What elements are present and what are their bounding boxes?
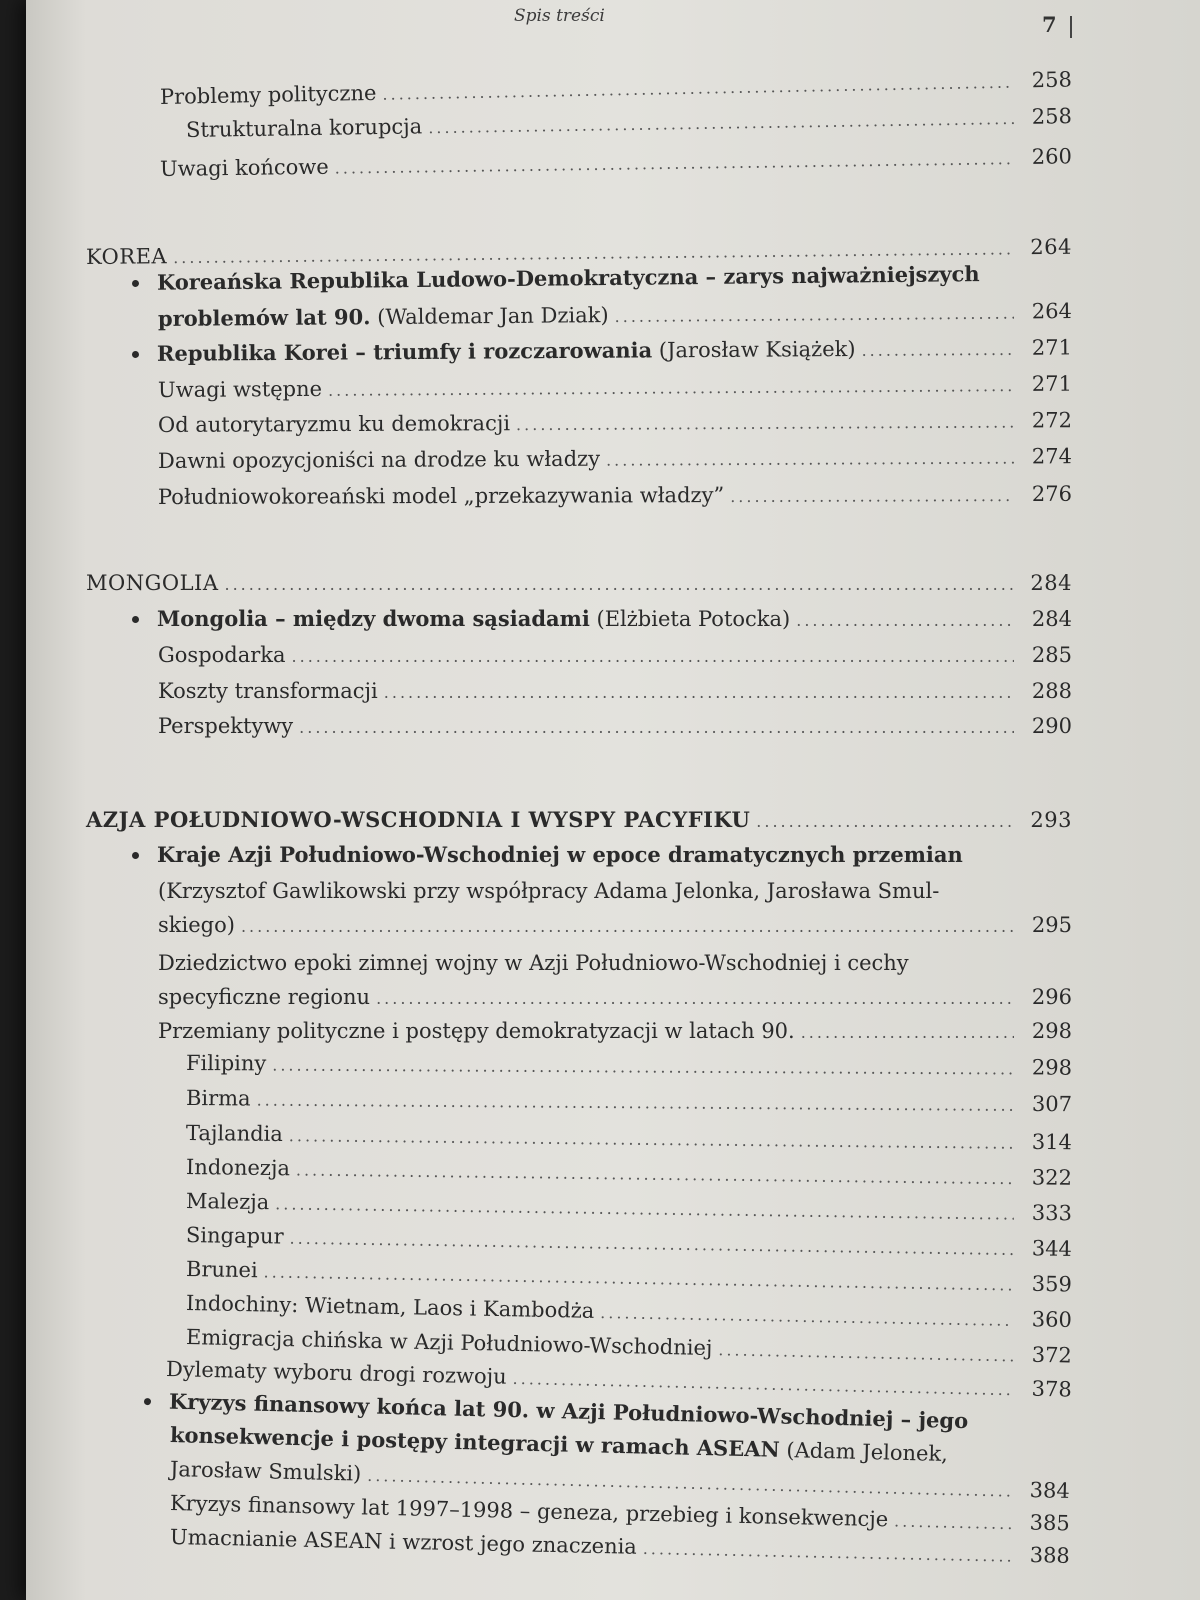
entry-title: Kryzys finansowy lat 1997–1998 – geneza, przebieg i konsekwencje: [169, 1491, 889, 1532]
toc-entry[interactable]: [186, 1154, 1072, 1193]
entry-page: 285: [1031, 643, 1072, 667]
entry-title: Dylematy wyboru drogi rozwoju: [165, 1357, 507, 1389]
leader-dots: [225, 572, 1015, 598]
toc-entry[interactable]: [158, 407, 1072, 440]
entry-page: 271: [1031, 371, 1073, 396]
entry-title: Uwagi wstępne: [157, 376, 323, 402]
toc-entry[interactable]: [186, 103, 1072, 145]
leader-dots: [894, 1508, 1012, 1537]
entry-page: 359: [1031, 1271, 1073, 1297]
leader-dots: [756, 809, 1014, 835]
leader-dots: [241, 914, 1014, 940]
leader-dots: [796, 608, 1014, 634]
entry-title: Strukturalna korupcja: [185, 114, 423, 142]
entry-page: 307: [1031, 1091, 1073, 1117]
entry-title-bold: Republika Korei – triumfy i rozczarowania: [156, 337, 653, 366]
entry-author: (Adam Jelonek,: [786, 1438, 949, 1467]
leader-dots: [289, 1226, 1014, 1263]
leader-dots: [428, 106, 1014, 141]
entry-page: 288: [1031, 679, 1072, 703]
entry-title: Umacnianie ASEAN i wzrost jego znaczenia: [169, 1525, 638, 1559]
leader-dots: [299, 715, 1014, 741]
entry-page: 295: [1031, 913, 1072, 937]
entry-title: Filipiny: [185, 1051, 267, 1076]
entry-title: Uwagi końcowe: [159, 154, 329, 181]
entry-page: 264: [1031, 299, 1073, 324]
bullet-icon: [132, 852, 139, 859]
entry-title: skiego): [158, 913, 235, 937]
entry-title: Tajlandia: [185, 1121, 283, 1147]
toc-entry[interactable]: [158, 984, 1072, 1012]
leader-dots: [328, 373, 1014, 404]
entry-page: 298: [1031, 1019, 1072, 1043]
toc-entry[interactable]: [158, 678, 1072, 706]
entry-page: 284: [1031, 607, 1072, 631]
entry-title: [158, 302, 609, 332]
toc-entry[interactable]: [158, 1018, 1072, 1046]
entry-page: 272: [1031, 408, 1073, 433]
entry-title: Malezja: [185, 1189, 270, 1215]
entry-title: Koszty transformacji: [158, 679, 378, 703]
leader-dots: [643, 1536, 1013, 1570]
entry-title: Przemiany polityczne i postępy demokratyzacji w latach 90.: [158, 1019, 795, 1043]
entry-title: Brunei: [185, 1257, 258, 1283]
toc-entry[interactable]: [186, 1050, 1072, 1083]
entry-author: (Waldemar Jan Dziak): [377, 303, 609, 330]
entry-title: Dziedzictwo epoki zimnej wojny w Azji Południowo-Wschodniej i cechy: [158, 951, 909, 975]
entry-title: Problemy polityczne: [159, 80, 377, 109]
entry-title: Perspektywy: [158, 714, 294, 738]
toc-section-southeast-asia[interactable]: [86, 807, 1072, 835]
entry-title: Od autorytaryzmu ku demokracji: [157, 411, 511, 437]
entry-title-bold: konsekwencje i postępy integracji w ramach ASEAN: [169, 1422, 781, 1462]
toc-entry[interactable]: [158, 298, 1072, 334]
entry-title-bold: Koreańska Republika Ludowo-Demokratyczna – zarys najważniejszych: [156, 261, 980, 295]
entry-title: Południowokoreański model „przekazywania władzy”: [157, 483, 725, 509]
entry-page: 378: [1031, 1376, 1073, 1402]
leader-dots: [382, 70, 1014, 108]
leader-dots: [600, 1300, 1014, 1334]
entry-title: Emigracja chińska w Azji Południowo-Wschodniej: [185, 1325, 713, 1361]
toc-entry[interactable]: [186, 1120, 1072, 1157]
entry-title: [132, 336, 856, 367]
leader-dots: [718, 1337, 1014, 1369]
entry-title: Birma: [185, 1086, 251, 1111]
section-title: MONGOLIA: [86, 571, 219, 595]
entry-page: 271: [1031, 335, 1073, 360]
entry-title: Gospodarka: [158, 643, 286, 667]
entry-page: 344: [1031, 1236, 1073, 1261]
leader-dots: [861, 337, 1014, 364]
entry-title: Indonezja: [185, 1155, 291, 1181]
entry-author: (Elżbieta Potocka): [596, 607, 791, 631]
entry-page: 276: [1031, 481, 1073, 506]
toc-article-title[interactable]: [132, 842, 963, 868]
entry-title: [132, 606, 790, 632]
entry-page: 388: [1029, 1543, 1071, 1568]
entry-page: 296: [1031, 985, 1072, 1009]
bullet-icon: [144, 1398, 151, 1405]
entry-page: 258: [1031, 104, 1073, 129]
leader-dots: [272, 1052, 1014, 1082]
entry-page: 293: [1030, 808, 1072, 832]
entry-title-bold: Kraje Azji Południowo-Wschodniej w epoce dramatycznych przemian: [157, 842, 963, 867]
leader-dots: [275, 1191, 1014, 1227]
leader-dots: [730, 483, 1014, 510]
entry-title-bold: Kryzys finansowy końca lat 90. w Azji Południowo-Wschodniej – jego: [168, 1388, 969, 1434]
page-number: 7: [1042, 12, 1057, 37]
entry-page: 322: [1031, 1165, 1073, 1190]
entry-title: specyficzne regionu: [158, 985, 371, 1009]
entry-title: Indochiny: Wietnam, Laos i Kambodża: [185, 1291, 595, 1323]
entry-page: 298: [1031, 1055, 1073, 1080]
entry-page: 333: [1031, 1200, 1073, 1226]
toc-entry[interactable]: [160, 143, 1072, 184]
toc-entry[interactable]: [158, 713, 1072, 741]
toc-entry[interactable]: [186, 1188, 1072, 1228]
running-head: Spis treści: [514, 6, 605, 26]
entry-title: Dawni opozycjoniści na drodze ku władzy: [157, 446, 601, 473]
leader-dots: [384, 680, 1014, 706]
toc-section-mongolia[interactable]: [86, 570, 1072, 598]
entry-page: 264: [1030, 234, 1073, 260]
entry-author: (Krzysztof Gawlikowski przy współpracy Adama Jelonka, Jarosława Smul-: [158, 879, 940, 903]
leader-dots: [615, 301, 1015, 330]
leader-dots: [606, 446, 1014, 474]
section-title: KOREA: [85, 244, 168, 269]
toc-article-author: [158, 878, 939, 904]
entry-page: 314: [1031, 1129, 1073, 1155]
entry-title: Jarosław Smulski): [169, 1457, 362, 1486]
entry-page: 384: [1029, 1478, 1071, 1503]
leader-dots: [376, 986, 1014, 1012]
entry-title-bold: Mongolia – między dwoma sąsiadami: [157, 606, 590, 631]
bullet-icon: [132, 351, 139, 358]
bullet-icon: [132, 616, 139, 623]
leader-dots: [512, 1366, 1014, 1403]
book-page: [26, 0, 1200, 1600]
leader-dots: [289, 1123, 1014, 1157]
entry-page: 360: [1031, 1307, 1073, 1333]
entry-page: 260: [1031, 144, 1073, 169]
entry-author: (Jarosław Książek): [658, 336, 856, 363]
leader-dots: [801, 1020, 1014, 1046]
entry-page: 385: [1029, 1510, 1071, 1536]
toc-entry[interactable]: [132, 334, 1072, 369]
leader-dots: [296, 1157, 1014, 1192]
toc-entry[interactable]: [158, 371, 1072, 405]
entry-title-bold: problemów lat 90.: [157, 304, 371, 331]
leader-dots: [335, 146, 1015, 181]
leader-dots: [263, 1259, 1014, 1298]
entry-page: 274: [1031, 444, 1073, 469]
leader-dots: [292, 644, 1014, 670]
toc-entry-title-line: [158, 950, 909, 976]
entry-page: 284: [1030, 571, 1072, 595]
section-title: AZJA POŁUDNIOWO-WSCHODNIA I WYSPY PACYFIKU: [86, 807, 751, 832]
entry-page: 372: [1031, 1342, 1073, 1368]
bullet-icon: [132, 280, 139, 287]
entry-title: Singapur: [185, 1223, 284, 1249]
table-of-contents: [26, 0, 1200, 1600]
toc-entry[interactable]: [186, 1085, 1072, 1119]
entry-page: 258: [1031, 67, 1073, 93]
leader-dots: [516, 410, 1014, 439]
toc-entry[interactable]: [158, 912, 1072, 940]
toc-entry[interactable]: [158, 642, 1072, 670]
toc-entry[interactable]: [158, 443, 1072, 476]
toc-entry[interactable]: [158, 481, 1072, 512]
toc-entry[interactable]: [132, 606, 1072, 634]
entry-page: 290: [1031, 714, 1072, 738]
leader-dots: [257, 1087, 1015, 1118]
